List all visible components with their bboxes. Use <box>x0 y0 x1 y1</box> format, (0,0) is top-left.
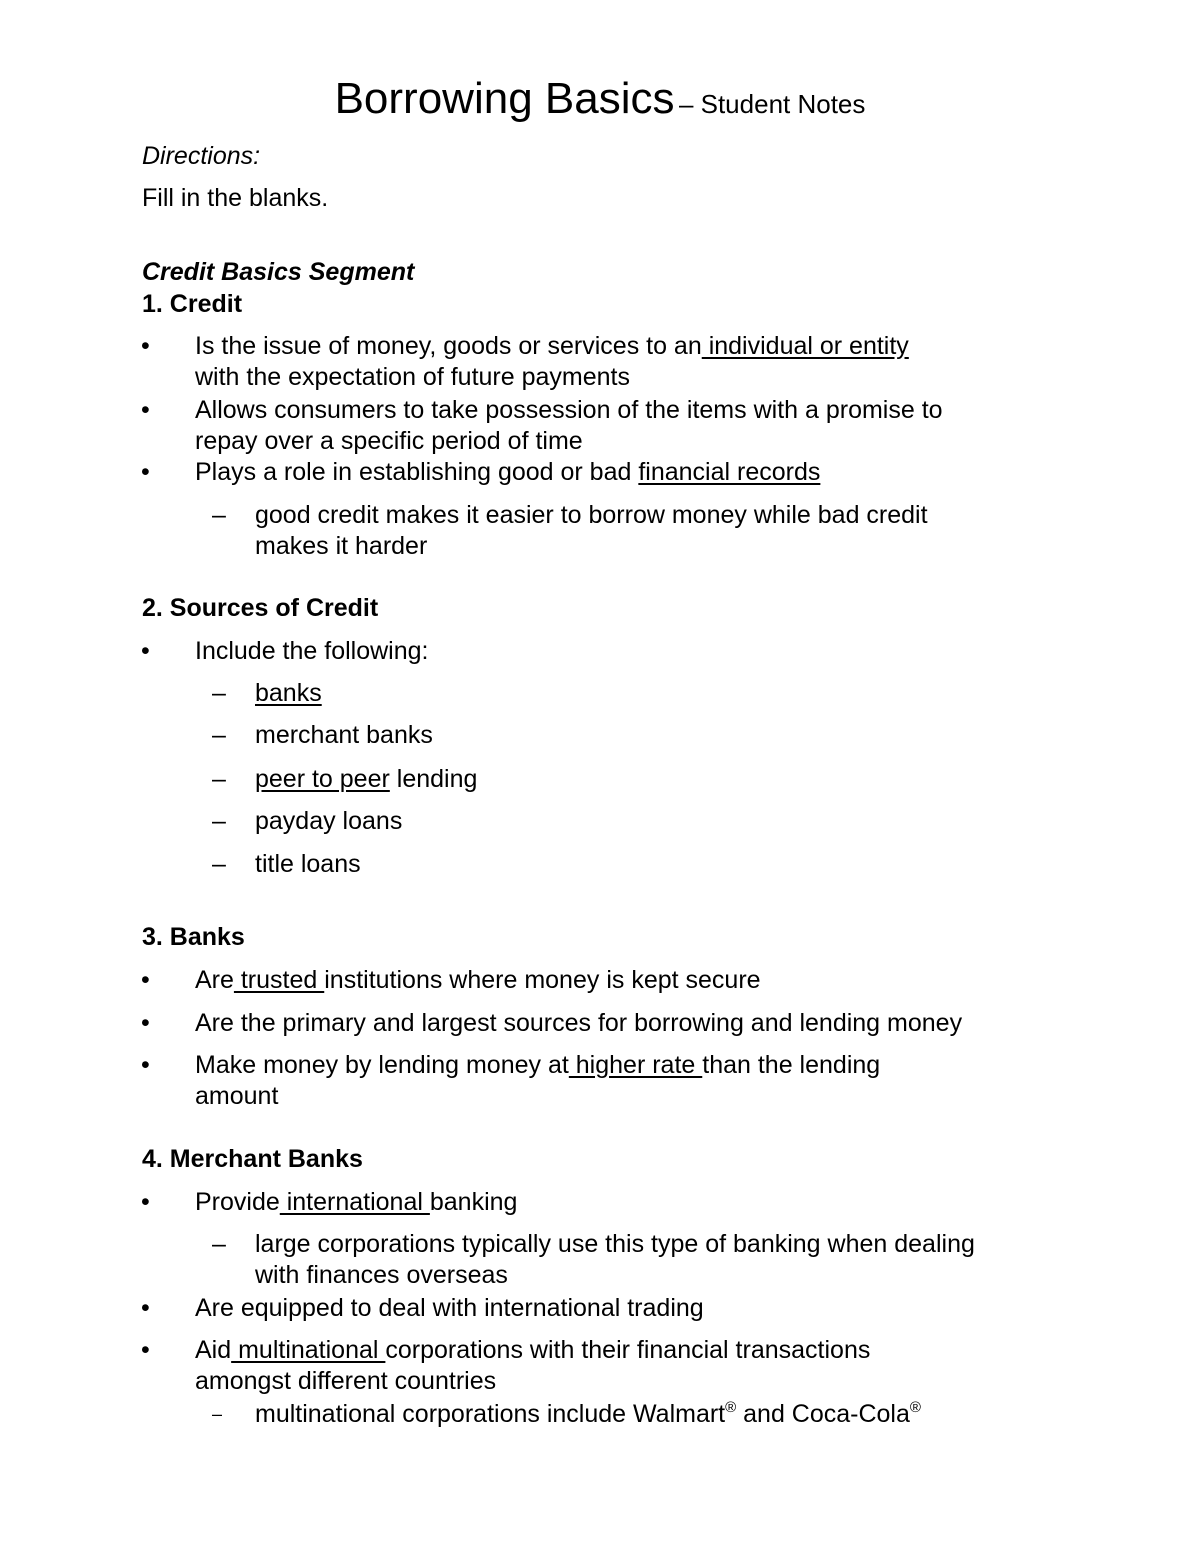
list-item: Are equipped to deal with international trading <box>195 1294 704 1322</box>
item-text: institutions where money is kept secure <box>324 966 761 994</box>
section-heading-merchant-banks: 4. Merchant Banks <box>142 1145 363 1173</box>
list-item: Are the primary and largest sources for borrowing and lending money <box>195 1009 963 1037</box>
blank-answer: international <box>279 1188 430 1216</box>
sub-item-cont: makes it harder <box>255 532 428 560</box>
sub-item: title loans <box>255 850 361 878</box>
bullet-marker: • <box>141 396 150 424</box>
list-item <box>195 1187 517 1218</box>
dash-marker: – <box>212 850 226 878</box>
section-heading-sources: 2. Sources of Credit <box>142 594 379 622</box>
list-item-cont: repay over a specific period of time <box>195 427 583 455</box>
list-item <box>195 331 909 362</box>
item-text: than the lending <box>702 1051 881 1079</box>
list-item <box>195 1335 870 1366</box>
sub-item: large corporations typically use this type of banking when dealing <box>255 1230 975 1258</box>
item-text: Is the issue of money, goods or services to an <box>195 332 702 360</box>
list-item-cont: amount <box>195 1082 279 1110</box>
sub-item-cont: with finances overseas <box>255 1261 508 1289</box>
blank-answer: peer to peer <box>255 765 390 793</box>
bullet-marker: • <box>141 637 150 665</box>
bullet-marker: • <box>141 1188 150 1216</box>
item-text: Are <box>195 966 234 994</box>
item-text: multinational corporations include Walmart <box>255 1400 726 1428</box>
list-item <box>195 1050 880 1081</box>
bullet-marker: • <box>141 458 150 486</box>
sub-item: good credit makes it easier to borrow money while bad credit <box>255 501 928 529</box>
bullet-marker: • <box>141 332 150 360</box>
item-text: Plays a role in establishing good or bad <box>195 458 639 486</box>
list-item <box>195 965 761 996</box>
directions-label: Directions: <box>142 142 261 170</box>
item-text: Provide <box>195 1188 280 1216</box>
item-text: and Coca-Cola <box>736 1400 910 1428</box>
list-item <box>195 457 820 488</box>
page-title <box>0 74 1200 124</box>
list-item-cont: with the expectation of future payments <box>195 363 630 391</box>
item-text: corporations with their financial transactions <box>385 1336 871 1364</box>
dash-marker: – <box>212 765 226 793</box>
bullet-marker: • <box>141 1051 150 1079</box>
blank-answer: financial records <box>638 458 821 486</box>
sub-item: payday loans <box>255 807 403 835</box>
blank-answer: multinational <box>231 1336 386 1364</box>
blank-answer: banks <box>255 679 322 707</box>
bullet-marker: • <box>141 1336 150 1364</box>
dash-marker: – <box>212 721 226 749</box>
bullet-marker: • <box>141 966 150 994</box>
dash-marker: – <box>212 679 226 707</box>
dash-marker: – <box>212 1230 226 1258</box>
list-item-cont: amongst different countries <box>195 1367 497 1395</box>
sub-item <box>255 764 477 795</box>
dash-marker: – <box>212 501 226 529</box>
item-text: Make money by lending money at <box>195 1051 569 1079</box>
dash-marker: – <box>212 807 226 835</box>
item-text: Aid <box>195 1336 232 1364</box>
blank-answer: trusted <box>233 966 325 994</box>
segment-title: Credit Basics Segment <box>142 258 415 286</box>
blank-answer: higher rate <box>568 1051 703 1079</box>
list-item: Include the following: <box>195 637 429 665</box>
item-text: lending <box>389 765 478 793</box>
registered-mark: ® <box>725 1399 737 1416</box>
blank-answer: individual or entity <box>701 332 909 360</box>
list-item: Allows consumers to take possession of the items with a promise to <box>195 396 943 424</box>
registered-mark: ® <box>909 1399 921 1416</box>
sub-item <box>255 1399 921 1430</box>
bullet-marker: • <box>141 1294 150 1322</box>
dash-marker: – <box>212 1404 223 1424</box>
item-text: banking <box>429 1188 518 1216</box>
bullet-marker: • <box>141 1009 150 1037</box>
sub-item: merchant banks <box>255 721 433 749</box>
section-heading-banks: 3. Banks <box>142 923 245 951</box>
title-main: Borrowing Basics <box>334 74 675 123</box>
title-sub: – Student Notes <box>678 89 866 119</box>
directions-text: Fill in the blanks. <box>142 184 329 212</box>
section-heading-credit: 1. Credit <box>142 290 243 318</box>
